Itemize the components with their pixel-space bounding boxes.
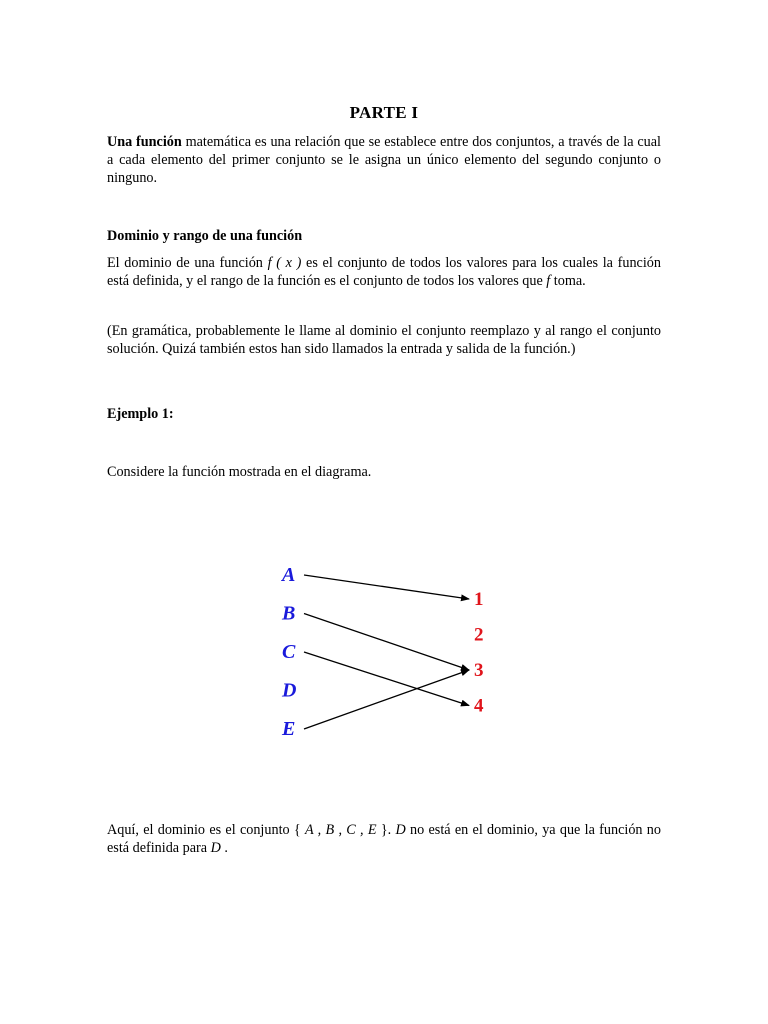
- domain-element-c: C: [282, 641, 296, 663]
- conclusion-paragraph: [107, 821, 661, 857]
- mapping-diagram-svg: [270, 555, 510, 755]
- example-intro: Considere la función mostrada en el diagrama.: [107, 464, 372, 480]
- section-heading: Dominio y rango de una función: [107, 228, 303, 244]
- conclusion-text-4: .: [220, 840, 228, 856]
- domain-text-2: es el conjunto de todos los valores para los cuales la función está definida, y el rango de la función es el conjunto de todos los valores que: [107, 255, 661, 289]
- d-symbol-2: D: [210, 840, 221, 856]
- domain-element-a: A: [282, 564, 296, 586]
- conclusion-text-1: Aquí, el dominio es el conjunto {: [107, 822, 305, 838]
- codomain-element-4: 4: [474, 695, 484, 717]
- mapping-arrows: [304, 575, 469, 729]
- codomain-element-1: 1: [474, 589, 484, 610]
- grammar-note: (En gramática, probablemente le llame al dominio el conjunto reemplazo y al rango el conjunto solución. Quizá también estos han sido llamados la entrada y salida de la función.): [107, 323, 661, 357]
- d-symbol-1: D: [395, 822, 406, 838]
- codomain-set: [474, 589, 484, 717]
- domain-set: A , B , C , E: [304, 822, 377, 838]
- domain-text-1: El dominio de una función: [107, 255, 268, 271]
- page-title: PARTE I: [349, 103, 419, 122]
- domain-element-b: B: [282, 602, 296, 625]
- domain-element-d: D: [282, 679, 297, 702]
- domain-element-e: E: [282, 718, 296, 740]
- arrow-b-to-3: [304, 614, 469, 671]
- intro-bold-lead: Una función: [107, 134, 182, 150]
- f-symbol: f: [546, 273, 551, 289]
- arrow-a-to-1: [304, 575, 469, 599]
- conclusion-text-2: }.: [376, 822, 396, 838]
- domain-text-3: toma.: [550, 273, 586, 289]
- intro-paragraph: [107, 133, 661, 187]
- intro-rest: matemática es una relación que se establece entre dos conjuntos, a través de la cual a cada elemento del primer conjunto se le asigna un único elemento del segundo conjunto o ninguno.: [107, 134, 661, 186]
- conclusion-text-3: no está en el dominio, ya que la función no está definida para: [107, 822, 661, 856]
- domain-set: [280, 564, 296, 740]
- fx-symbol: f ( x ): [267, 255, 302, 271]
- example-heading: Ejemplo 1:: [107, 406, 174, 422]
- codomain-element-3: 3: [474, 660, 484, 681]
- function-mapping-diagram: [270, 555, 510, 755]
- domain-paragraph: [107, 254, 661, 290]
- codomain-element-2: 2: [474, 624, 484, 646]
